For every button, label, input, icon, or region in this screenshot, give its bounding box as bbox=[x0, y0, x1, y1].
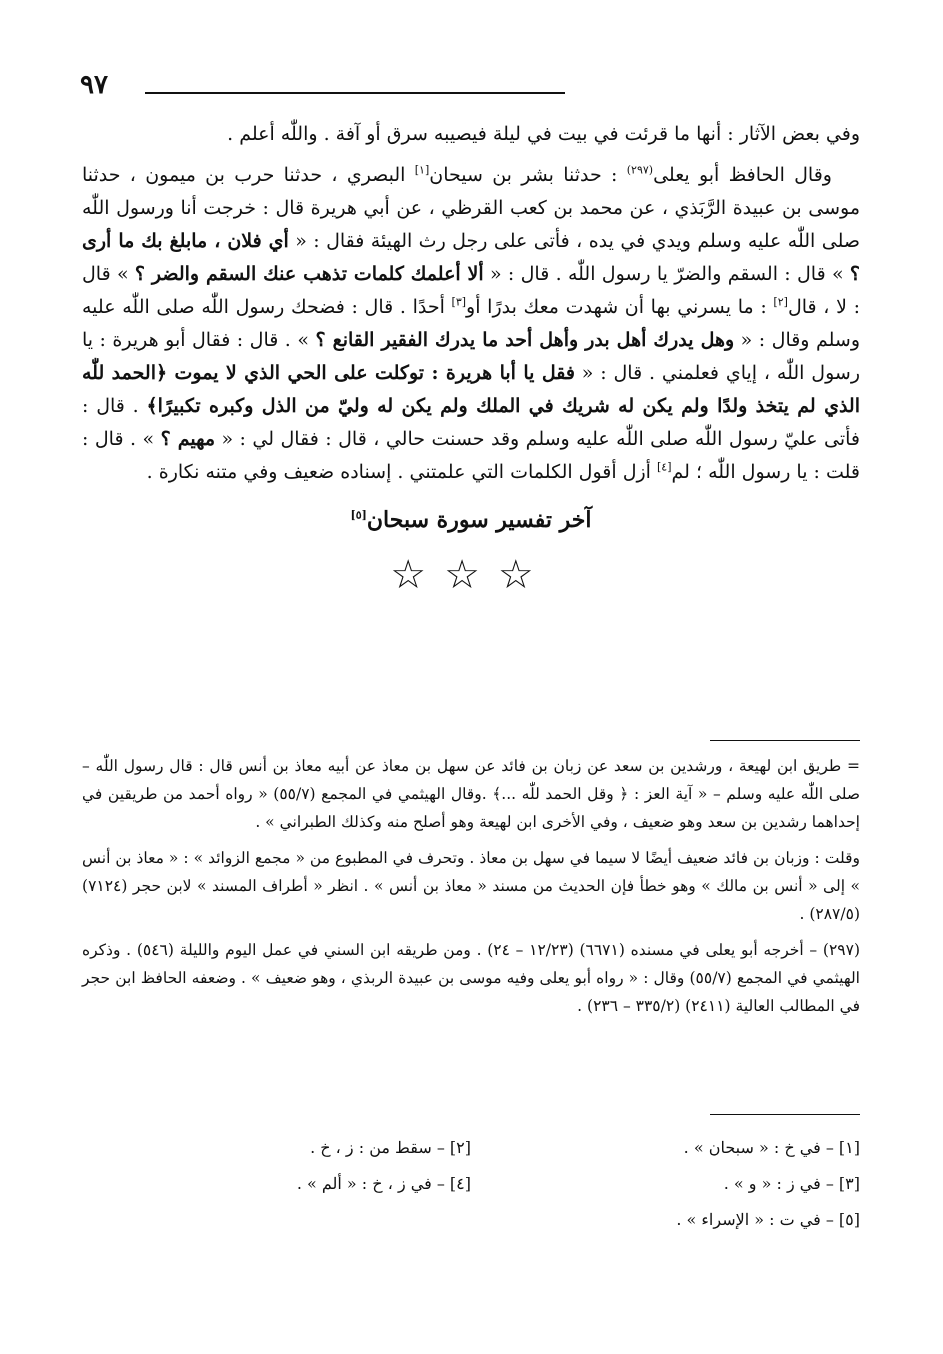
variant-ref-5: [٥] bbox=[350, 508, 367, 522]
footnote-continuation: = طريق ابن لهيعة ، ورشدين بن سعد عن زبان بن فائد عن سهل بن معاذ عن أبيه معاذ بن أنس قال : قال رسول اللّٰه – صلى اللّٰه عليه وسلم – « آية العز : ﴿ وقل الحمد للّٰه ...﴾ .وقال الهيثمي في المجمع (٥٥/٧) « رواه أحمد من طريقين في إحداهما رشدين بن سعد وهو ضعيف ، وفي الأخرى ابن لهيعة وهو أصلح منه وكذلك الطبراني » . bbox=[82, 757, 860, 831]
variant-ref-3: [٣] bbox=[451, 295, 467, 309]
page-header bbox=[80, 70, 860, 110]
footnote-comment: وقلت : وزبان بن فائد ضعيف أيضًا لا سيما في سهل بن معاذ . وتحرف في المطبوع من « مجمع الزوائد » : « معاذ بن أنس » إلى « أنس بن مالك » وهو خطأ فإن الحديث من مسند « معاذ بن أنس » . انظر « أطراف المسند » لابن حجر (٧١٢٤) (٢٨٧/٥) . bbox=[82, 849, 860, 923]
page-number: ٩٧ bbox=[80, 70, 108, 100]
bold-quote: أي فلان ، مابلغ بك ما أرى ؟ bbox=[82, 230, 860, 285]
variant-ref-1: [١] bbox=[414, 163, 430, 177]
text-segment: أزل أقول الكلمات التي علمتني . إسناده ضعيف وفي متنه نكارة . bbox=[146, 461, 657, 483]
star-separator-icon: ☆☆☆ bbox=[390, 552, 552, 598]
variant-note-5: [٥] – في ت : « الإسراء » . bbox=[676, 1210, 860, 1229]
variant-row bbox=[82, 1202, 860, 1238]
bold-quote: ألا أعلمك كلمات تذهب عنك السقم والضر ؟ bbox=[134, 263, 484, 285]
paragraph-athar: وفي بعض الآثار : أنها ما قرئت في بيت في ليلة فيصيبه سرق أو آفة . واللّٰه أعلم . bbox=[227, 123, 860, 145]
footnote-rule bbox=[710, 740, 860, 741]
text-segment: وقال الحافظ أبو يعلى bbox=[653, 164, 832, 186]
paragraph-hadith bbox=[82, 159, 860, 489]
text-segment: : ما يسرني بها أن شهدت معك بدرًا أو bbox=[466, 296, 774, 318]
text-segment: » قال : لا ، قال bbox=[82, 263, 860, 318]
footnote-297: (٢٩٧) – أخرجه أبو يعلى في مسنده (٦٦٧١) (١٢/٢٣ – ٢٤) . ومن طريقه ابن السني في عمل اليوم والليلة (٥٤٦) . وذكره الهيثمي في المجمع (٥٥/٧) وقال : « رواه أبو يعلى وفيه موسى بن عبيدة الربذي ، وهو ضعيف » . وضعفه الحافظ ابن حجر في المطالب العالية (٢٤١١) (٣٣٥/٢ – ٢٣٦) . bbox=[82, 941, 860, 1015]
variant-ref-2: [٢] bbox=[773, 295, 788, 309]
variant-note-3: [٣] – في ز : « و » . bbox=[723, 1174, 860, 1193]
bold-quote: وهل يدرك أهل بدر وأهل أحد ما يدرك الفقير القانع ؟ bbox=[315, 329, 735, 351]
bold-quote: مهيم ؟ bbox=[160, 428, 216, 450]
variant-row bbox=[82, 1130, 860, 1166]
bold-quote: فقل يا أبا هريرة : توكلت على الحي الذي لا يموت ﴿الحمد للّٰه الذي لم يتخذ ولدًا ولم يكن له شريك في الملك ولم يكن له وليّ من الذل وكبره تكبيرًا﴾ bbox=[82, 362, 860, 417]
text-segment: أحدًا . قال : فضحك رسول اللّٰه صلى اللّٰه عليه وسلم وقال : « bbox=[82, 296, 860, 351]
text-segment: . قال : فأتى عليّ رسول اللّٰه صلى اللّٰه عليه وسلم وقد حسنت حالي ، قال : فقال لي : « bbox=[82, 395, 860, 450]
variants-rule bbox=[710, 1114, 860, 1115]
hadith-number: (٢٩٧) bbox=[626, 163, 654, 177]
header-rule bbox=[145, 92, 565, 94]
main-text bbox=[82, 118, 860, 599]
text-segment: » قال : السقم والضرّ يا رسول اللّٰه . قال : « bbox=[483, 263, 850, 285]
variant-ref-4: [٤] bbox=[657, 460, 672, 474]
text-segment: » . قال : فقال أبو هريرة : يا رسول اللّٰه ، إياي فعلمني . قال : « bbox=[82, 329, 860, 384]
variant-notes bbox=[82, 1130, 860, 1238]
text-segment: البصري ، حدثنا حرب بن ميمون ، حدثنا موسى بن عبيدة الرَّبَذي ، عن محمد بن كعب القرظي ، عن أبي هريرة قال : خرجت أنا ورسول اللّٰه صلى اللّٰه عليه وسلم ويدي في يده ، فأتى على رجل رث الهيئة فقال : « bbox=[82, 164, 860, 252]
text-segment: : حدثنا بشر بن سيحان bbox=[429, 164, 627, 186]
section-title-text: آخر تفسير سورة سبحان bbox=[366, 507, 592, 533]
variant-note-1: [١] – في خ : « سبحان » . bbox=[683, 1138, 860, 1157]
variant-note-4: [٤] – في ز ، خ : « ألم » . bbox=[296, 1174, 471, 1193]
section-title bbox=[82, 507, 860, 533]
footnotes bbox=[82, 752, 860, 1028]
variant-row bbox=[82, 1166, 860, 1202]
variant-note-2: [٢] – سقط من : ز ، خ . bbox=[310, 1138, 471, 1157]
text-segment: » . قال : قلت : يا رسول اللّٰه ؛ لم bbox=[82, 428, 860, 483]
